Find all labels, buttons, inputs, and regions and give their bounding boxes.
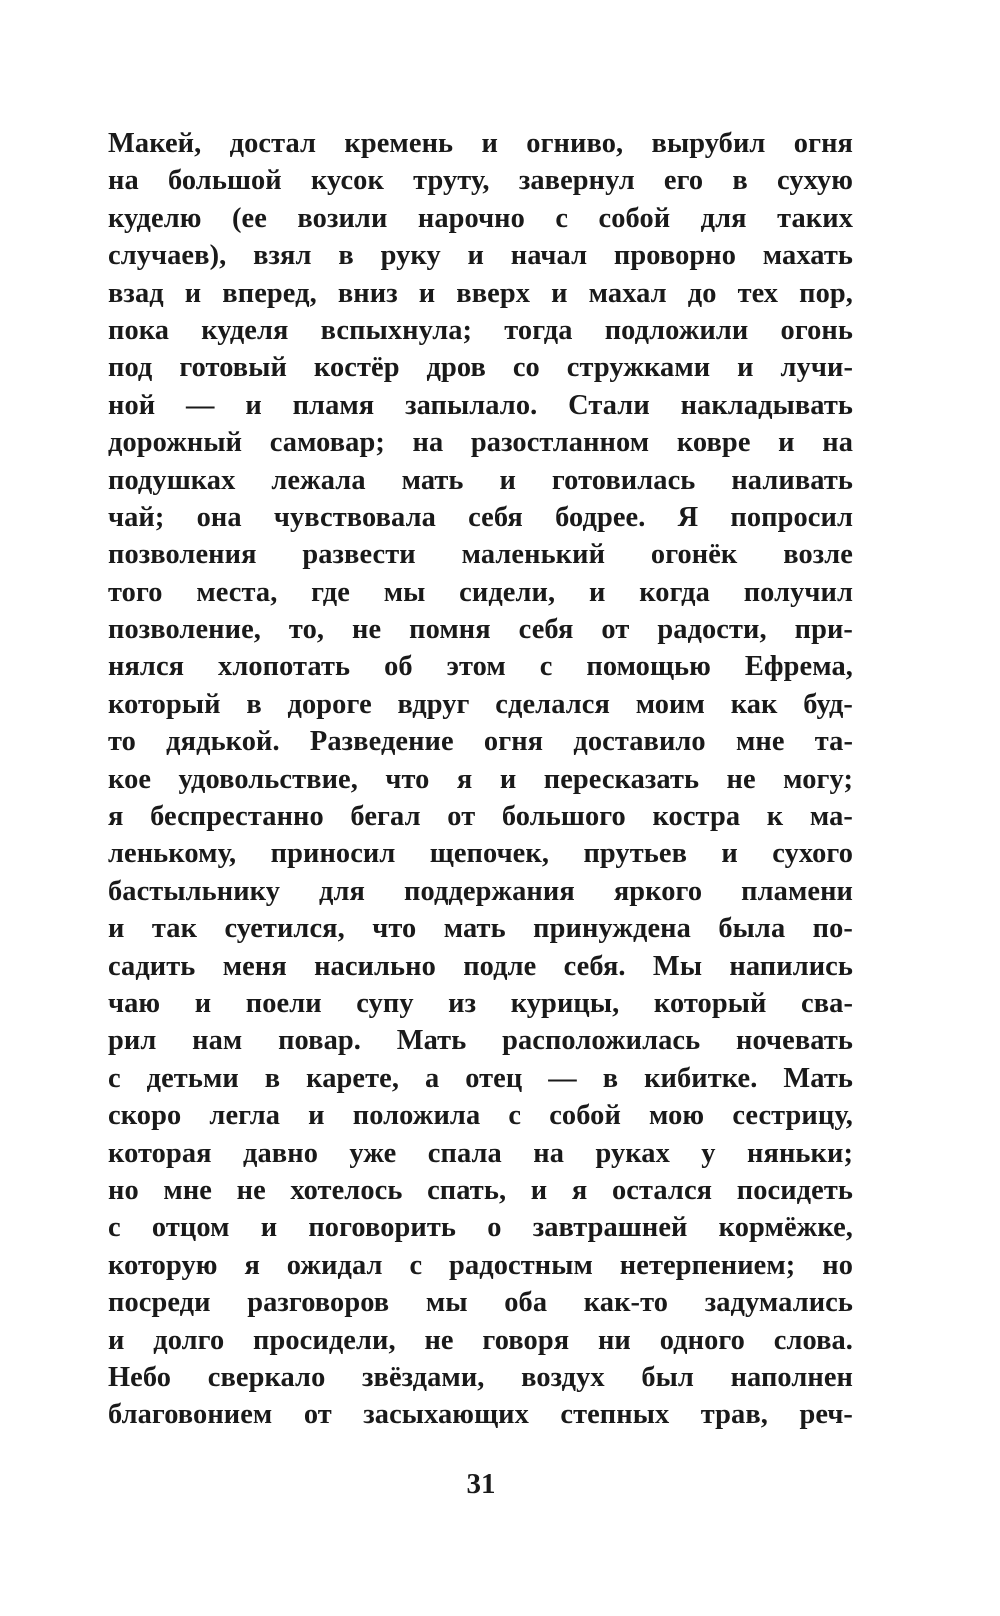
text-line: которая давно уже спала на руках у няньки; [108,1137,853,1169]
text-line: который в дороге вдруг сделался моим как буд- [108,688,853,720]
text-line: того места, где мы сидели, и когда получил [108,576,853,608]
text-line: то дядькой. Разведение огня доставило мне та- [108,726,853,758]
text-line: благовонием от засыхающих степных трав, реч- [108,1399,853,1431]
text-line: рил нам повар. Мать расположилась ночевать [108,1025,853,1057]
text-line: чаю и поели супу из курицы, который сва- [108,987,853,1019]
text-line: подушках лежала мать и готовилась наливать [108,464,853,496]
text-line: ной — и пламя запылало. Стали накладывать [108,389,853,421]
text-line: Небо сверкало звёздами, воздух был наполнен [108,1361,853,1393]
text-line: куделю (ее возили нарочно с собой для таких [108,202,853,234]
text-line: и долго просидели, не говоря ни одного слова. [108,1324,853,1356]
text-line: скоро легла и положила с собой мою сестрицу, [108,1100,853,1132]
text-line: но мне не хотелось спать, и я остался посидеть [108,1174,853,1206]
text-line: с детьми в карете, а отец — в кибитке. Мать [108,1062,853,1094]
text-line: Макей, достал кремень и огниво, вырубил огня [108,128,853,159]
text-line: взад и вперед, вниз и вверх и махал до тех пор, [108,277,853,309]
text-line: случаев), взял в руку и начал проворно махать [108,240,853,272]
text-line: позволения развести маленький огонёк возле [108,539,853,571]
text-line: которую я ожидал с радостным нетерпением; но [108,1249,853,1281]
text-line: кое удовольствие, что я и пересказать не могу; [108,763,853,795]
text-line: с отцом и поговорить о завтрашней кормёжке, [108,1212,853,1244]
text-line: и так суетился, что мать принуждена была по- [108,913,853,945]
text-line: на большой кусок труту, завернул его в сухую [108,165,853,197]
text-line: позволение, то, не помня себя от радости, при- [108,614,853,646]
text-line: садить меня насильно подле себя. Мы напились [108,950,853,982]
text-line: бастыльнику для поддержания яркого пламени [108,875,853,907]
text-line: под готовый костёр дров со стружками и лучи- [108,352,853,384]
text-line: посреди разговоров мы оба как-то задумались [108,1287,853,1319]
page-number: 31 [466,1468,496,1500]
text-line: дорожный самовар; на разостланном ковре и на [108,427,853,459]
text-line: чай; она чувствовала себя бодрее. Я попросил [108,501,853,533]
text-line: нялся хлопотать об этом с помощью Ефрема, [108,651,853,683]
text-line: ленькому, приносил щепочек, прутьев и сухого [108,838,853,870]
text-line: я беспрестанно бегал от большого костра к ма- [108,801,853,833]
text-line: пока куделя вспыхнула; тогда подложили огонь [108,314,853,346]
body-text [108,125,853,1434]
